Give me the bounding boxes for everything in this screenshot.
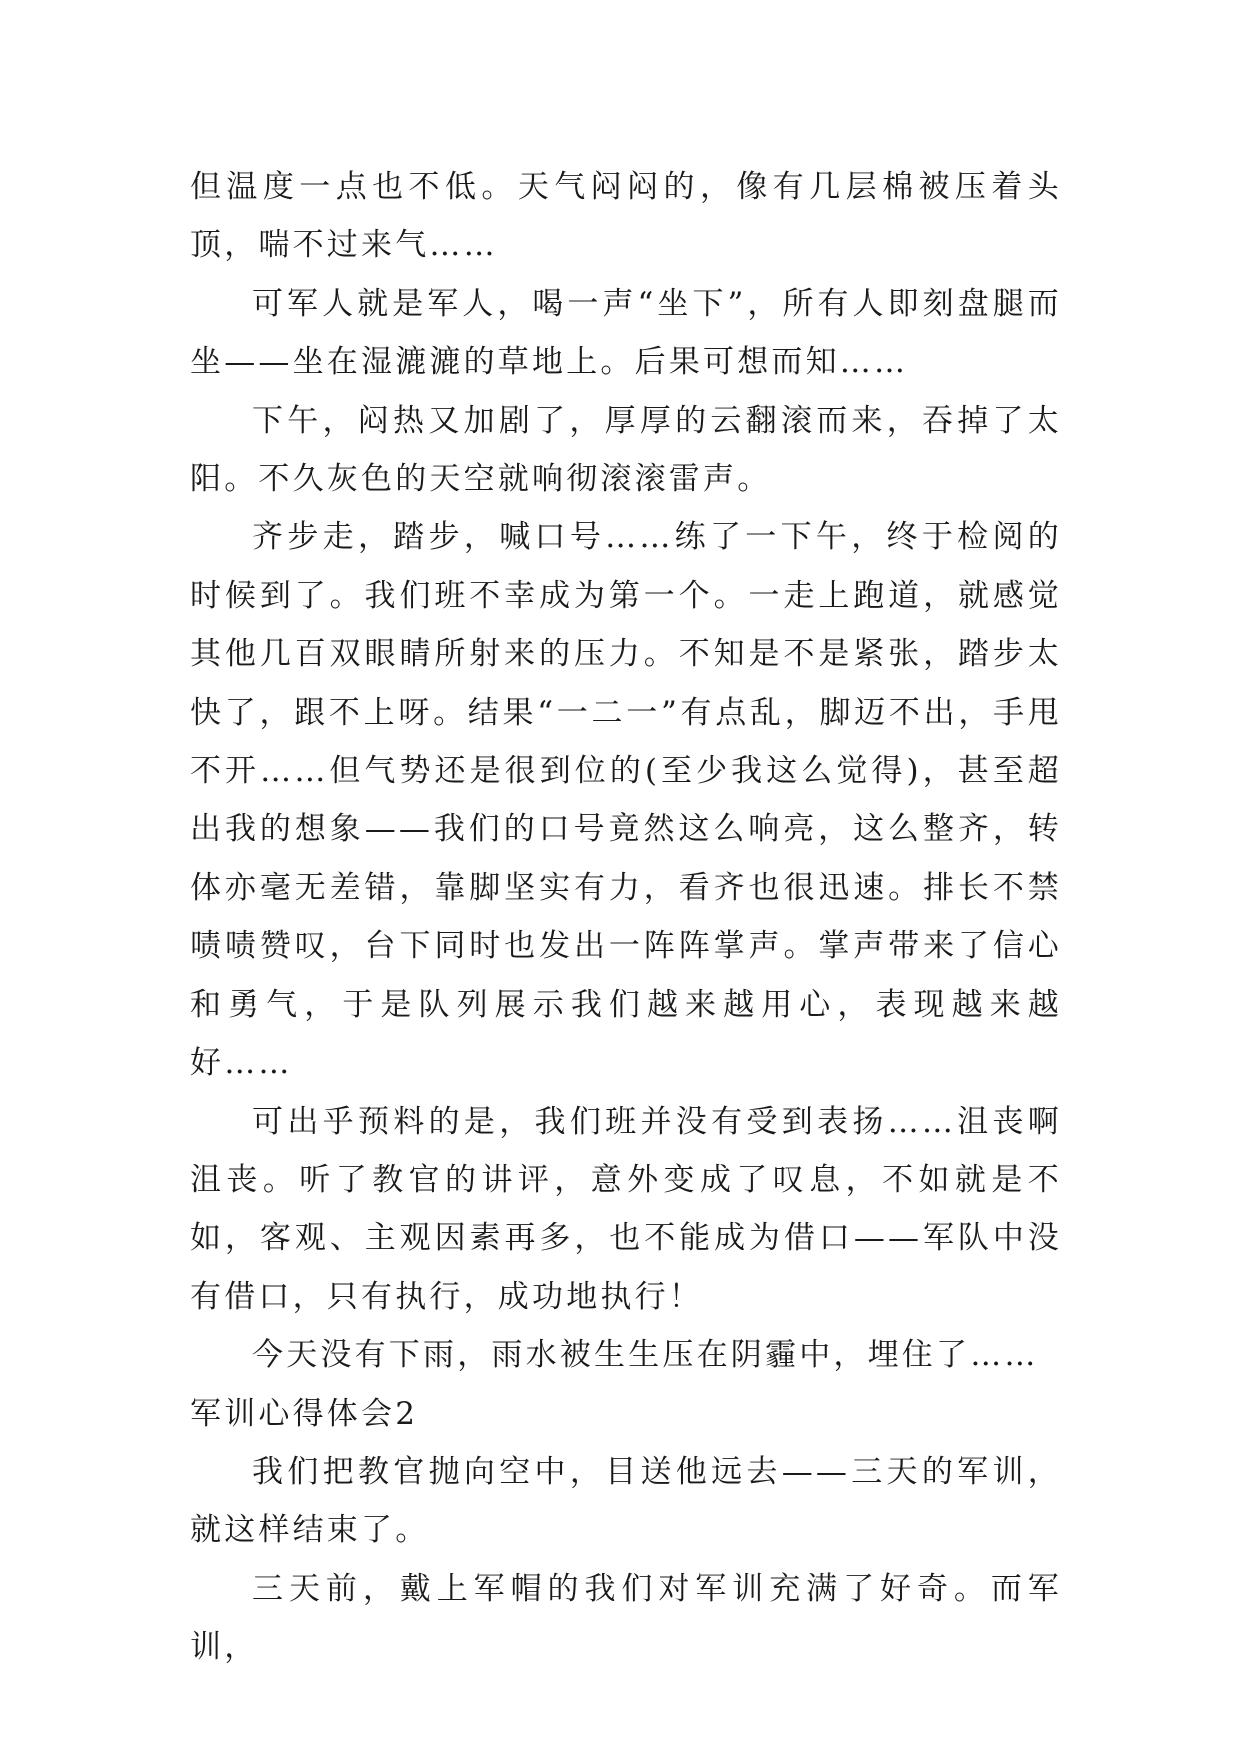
section-heading: 军训心得体会2 <box>190 1395 419 1432</box>
paragraph: 今天没有下雨，雨水被生生压在阴霾中，埋住了…… <box>252 1337 1039 1374</box>
paragraph: 下午，闷热又加剧了，厚厚的云翻滚而来，吞掉了太阳。不久灰色的天空就响彻滚滚雷声。 <box>190 402 1062 498</box>
paragraph: 可军人就是军人，喝一声“坐下”，所有人即刻盘腿而坐——坐在湿漉漉的草地上。后果可想而知…… <box>190 285 1062 381</box>
document-body <box>190 158 1062 1677</box>
paragraph: 三天前，戴上军帽的我们对军训充满了好奇。而军训， <box>190 1570 1062 1666</box>
paragraph: 齐步走，踏步，喊口号……练了一下午，终于检阅的时候到了。我们班不幸成为第一个。一走上跑道，就感觉其他几百双眼睛所射来的压力。不知是不是紧张，踏步太快了，跟不上呀。结果“一二一”有点乱，脚迈不出，手甩不开……但气势还是很到位的(至少我这么觉得)，甚至超出我的想象——我们的口号竟然这么响亮，这么整齐，转体亦毫无差错，靠脚坚实有力，看齐也很迅速。排长不禁啧啧赞叹，台下同时也发出一阵阵掌声。掌声带来了信心和勇气，于是队列展示我们越来越用心，表现越来越好…… <box>190 519 1062 1082</box>
paragraph: 可出乎预料的是，我们班并没有受到表扬……沮丧啊沮丧。听了教官的讲评，意外变成了叹息，不如就是不如，客观、主观因素再多，也不能成为借口——军队中没有借口，只有执行，成功地执行！ <box>190 1103 1062 1315</box>
paragraph: 我们把教官抛向空中，目送他远去——三天的军训，就这样结束了。 <box>190 1453 1062 1549</box>
paragraph-continued: 但温度一点也不低。天气闷闷的，像有几层棉被压着头顶，喘不过来气…… <box>190 169 1062 264</box>
